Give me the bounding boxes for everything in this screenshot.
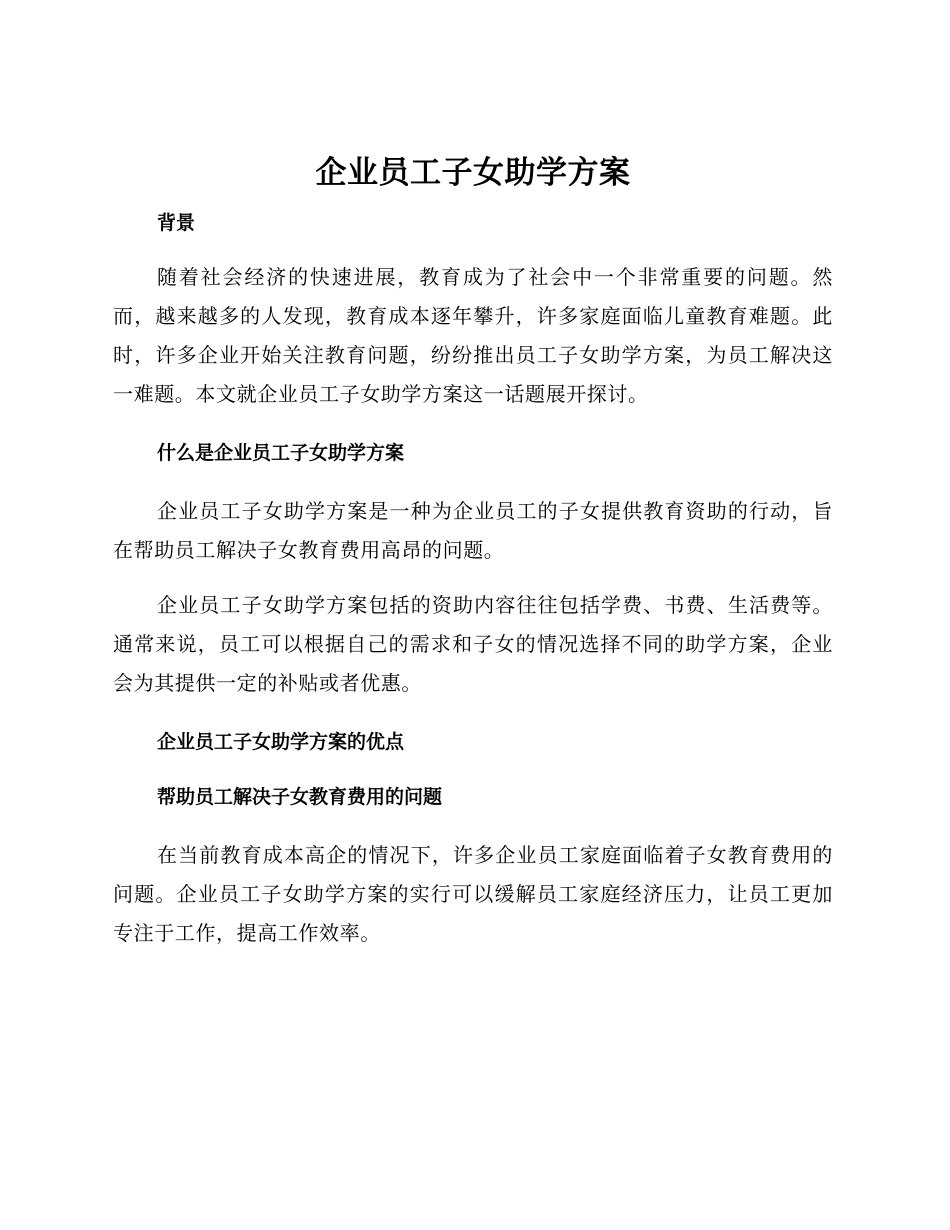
section-heading-background: 背景 <box>157 212 196 234</box>
paragraph-definition: 企业员工子女助学方案是一种为企业员工的子女提供教育资助的行动，旨在帮助员工解决子女教育费用高昂的问题。 <box>113 499 833 562</box>
document-title: 企业员工子女助学方案 <box>315 155 631 191</box>
paragraph-cost-help: 在当前教育成本高企的情况下，许多企业员工家庭面临着子女教育费用的问题。企业员工子女助学方案的实行可以缓解员工家庭经济压力，让员工更加专注于工作，提高工作效率。 <box>113 843 833 945</box>
document-body <box>113 150 833 953</box>
section-heading-what-is: 什么是企业员工子女助学方案 <box>157 442 405 464</box>
paragraph-background: 随着社会经济的快速进展，教育成为了社会中一个非常重要的问题。然而，越来越多的人发现，教育成本逐年攀升，许多家庭面临儿童教育难题。此时，许多企业开始关注教育问题，纷纷推出员工子女助学方案，为员工解决这一难题。本文就企业员工子女助学方案这一话题展开探讨。 <box>113 265 833 406</box>
section-heading-advantages: 企业员工子女助学方案的优点 <box>157 731 405 753</box>
paragraph-contents: 企业员工子女助学方案包括的资助内容往往包括学费、书费、生活费等。通常来说，员工可以根据自己的需求和子女的情况选择不同的助学方案，企业会为其提供一定的补贴或者优惠。 <box>113 593 833 695</box>
subsection-heading-cost-help: 帮助员工解决子女教育费用的问题 <box>157 786 443 808</box>
